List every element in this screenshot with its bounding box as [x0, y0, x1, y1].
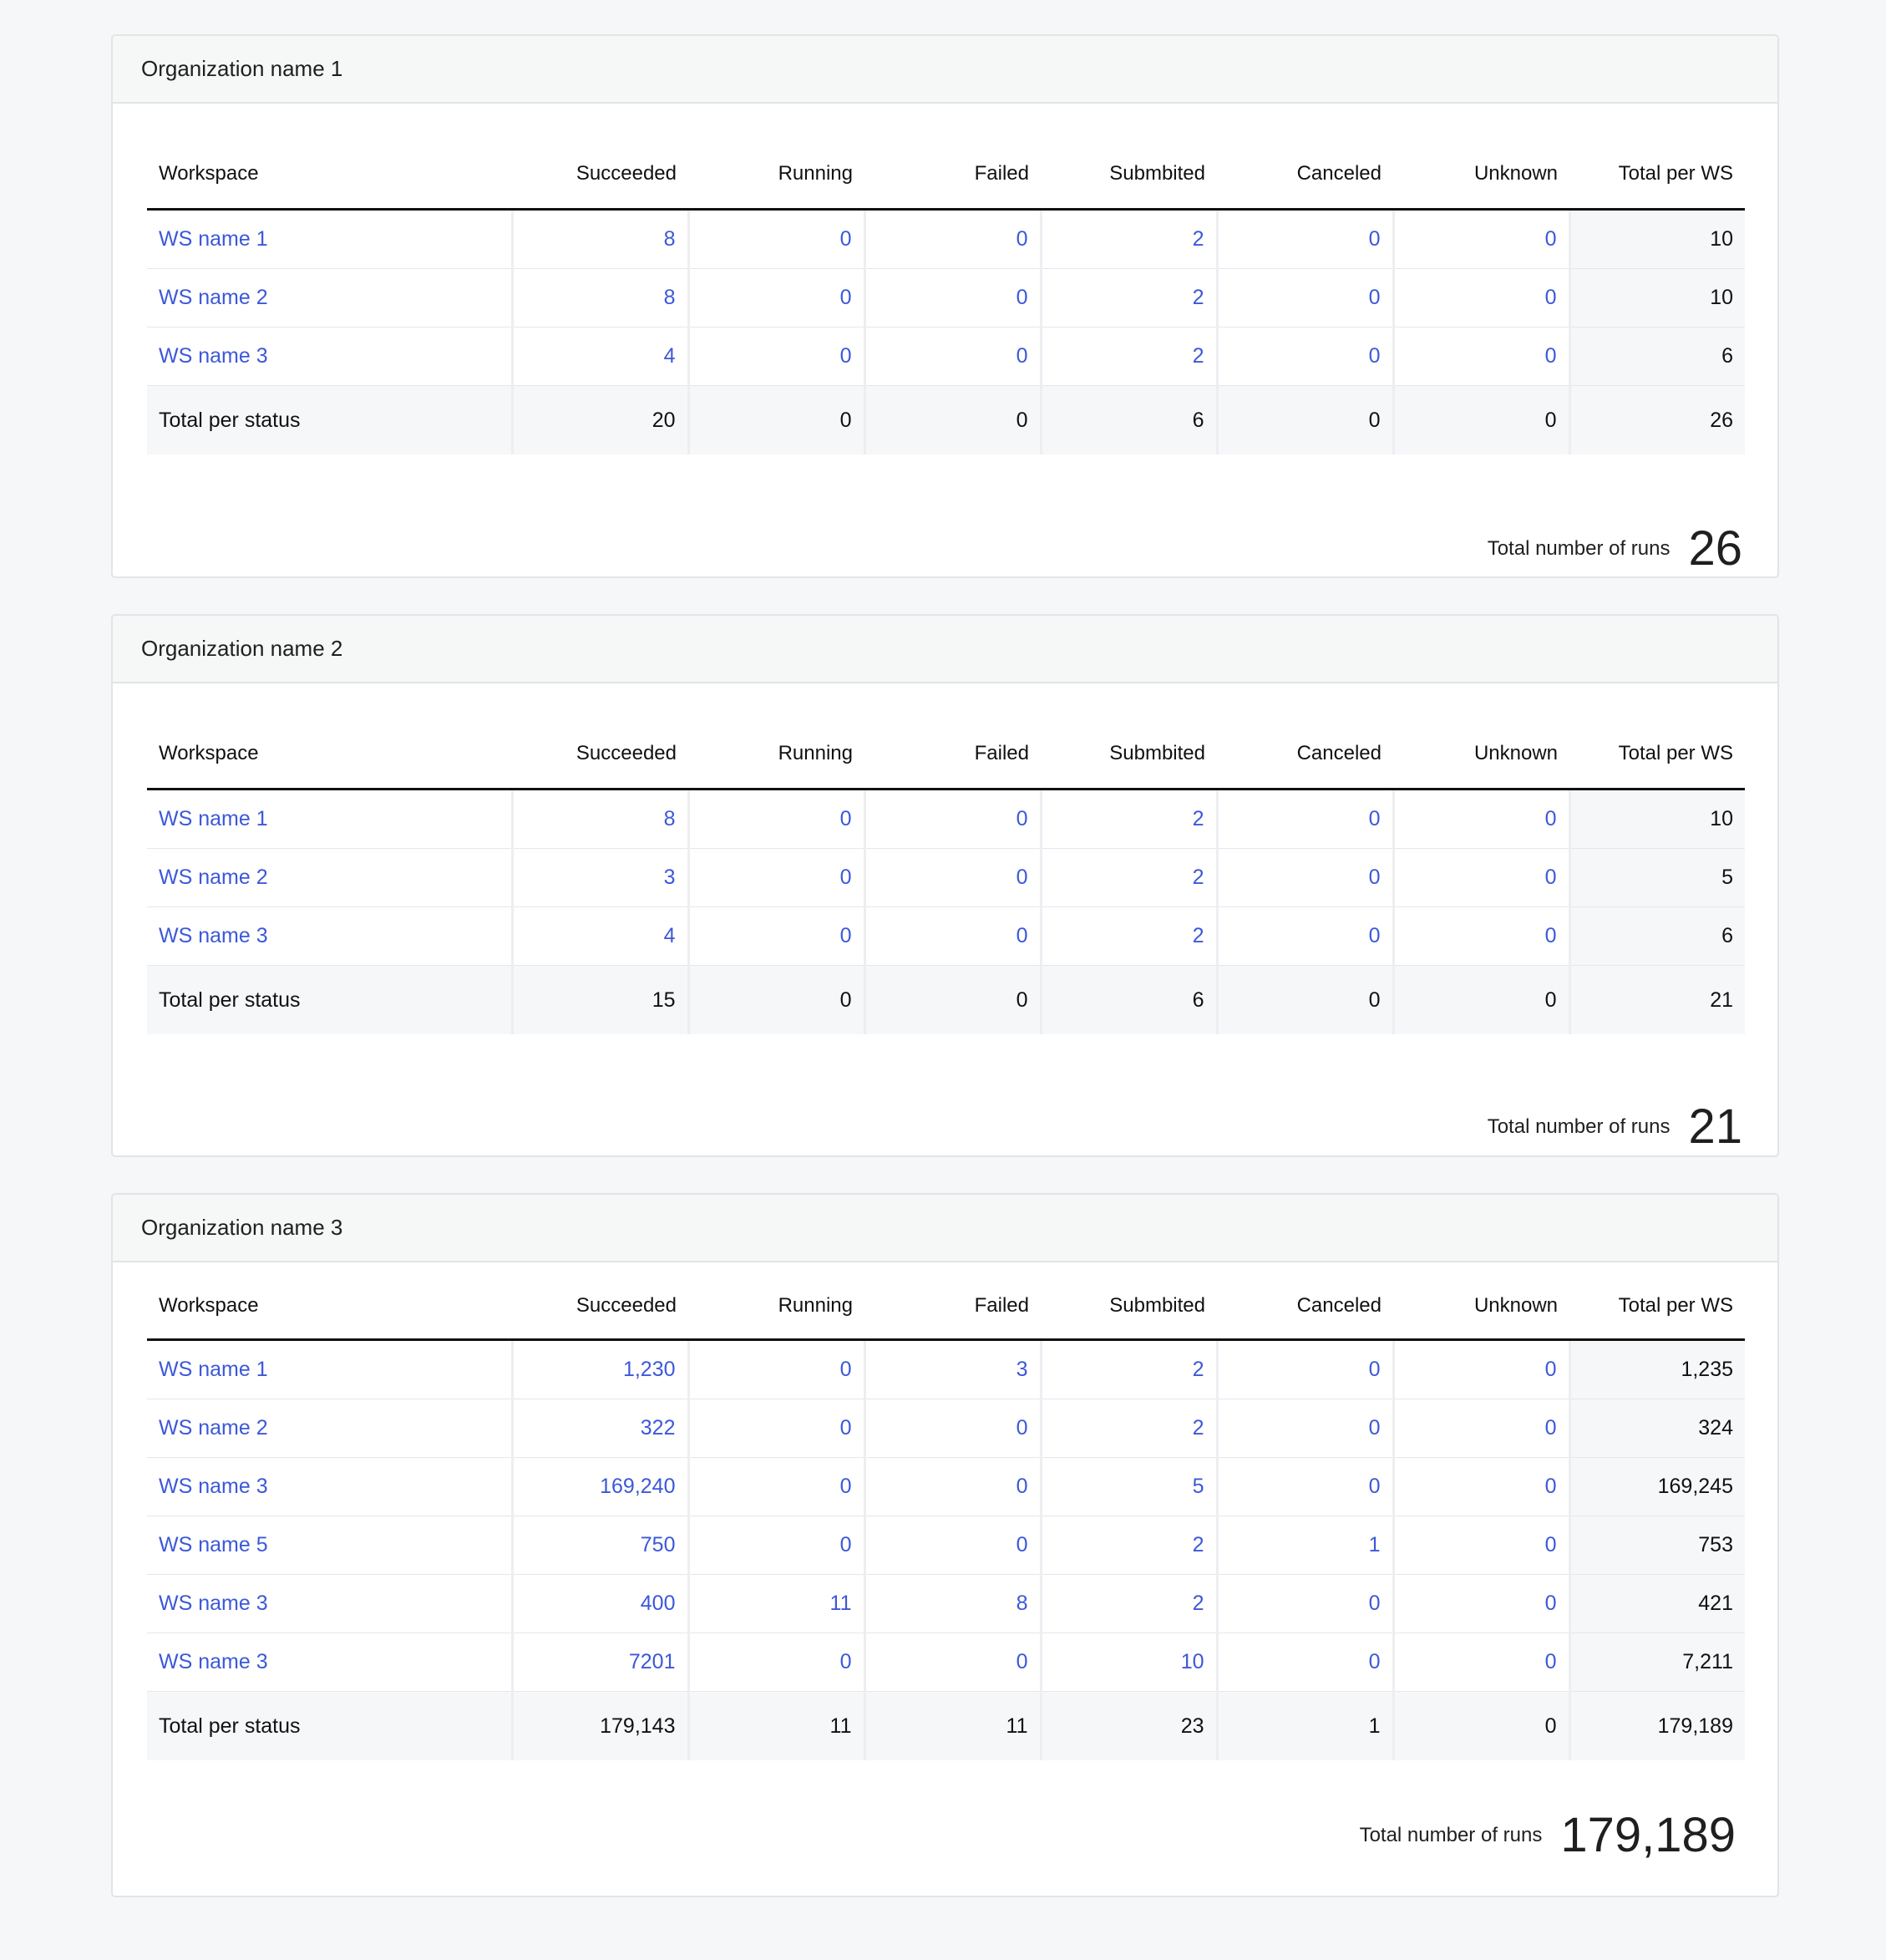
col-header-workspace[interactable]: Workspace: [147, 719, 512, 790]
workspace-link[interactable]: WS name 1: [147, 210, 512, 269]
failed-count[interactable]: 0: [864, 790, 1041, 849]
col-header-canceled[interactable]: Canceled: [1217, 719, 1393, 790]
running-count[interactable]: 0: [688, 210, 864, 269]
table-header-row: [147, 719, 1745, 790]
total-runs: [1488, 520, 1742, 576]
total-canceled: 1: [1217, 1692, 1393, 1761]
col-header-failed[interactable]: Failed: [864, 1273, 1041, 1340]
submitted-count[interactable]: 2: [1041, 907, 1217, 966]
table-row: [147, 1575, 1745, 1633]
org-table-3: [147, 1273, 1745, 1760]
succeeded-count[interactable]: 400: [512, 1575, 688, 1633]
totals-label: Total per status: [147, 966, 512, 1035]
col-header-succeeded[interactable]: Succeeded: [512, 719, 688, 790]
unknown-count[interactable]: 0: [1393, 849, 1569, 907]
unknown-count[interactable]: 0: [1393, 1633, 1569, 1692]
running-count[interactable]: 0: [688, 1516, 864, 1575]
canceled-count[interactable]: 0: [1217, 1458, 1393, 1516]
total-per-ws: 753: [1569, 1516, 1745, 1575]
table-header-row: [147, 1273, 1745, 1340]
workspace-link[interactable]: WS name 3: [147, 328, 512, 386]
col-header-workspace[interactable]: Workspace: [147, 140, 512, 210]
unknown-count[interactable]: 0: [1393, 210, 1569, 269]
total-canceled: 0: [1217, 386, 1393, 455]
unknown-count[interactable]: 0: [1393, 1575, 1569, 1633]
running-count[interactable]: 0: [688, 328, 864, 386]
org-card-1: [111, 34, 1779, 578]
total-per-ws: 324: [1569, 1399, 1745, 1458]
submitted-count[interactable]: 2: [1041, 790, 1217, 849]
running-count[interactable]: 0: [688, 1458, 864, 1516]
total-canceled: 0: [1217, 966, 1393, 1035]
failed-count[interactable]: 0: [864, 210, 1041, 269]
table-row: [147, 907, 1745, 966]
submitted-count[interactable]: 2: [1041, 210, 1217, 269]
submitted-count[interactable]: 2: [1041, 269, 1217, 328]
table-row: [147, 1399, 1745, 1458]
grand-total: 21: [1569, 966, 1745, 1035]
total-failed: 0: [864, 386, 1041, 455]
total-runs-label: Total number of runs: [1487, 1115, 1671, 1138]
failed-count[interactable]: 0: [864, 907, 1041, 966]
grand-total: 26: [1569, 386, 1745, 455]
total-per-ws: 1,235: [1569, 1340, 1745, 1399]
workspace-link[interactable]: WS name 2: [147, 849, 512, 907]
canceled-count[interactable]: 0: [1217, 328, 1393, 386]
submitted-count[interactable]: 10: [1041, 1633, 1217, 1692]
succeeded-count[interactable]: 4: [512, 328, 688, 386]
total-runs: [1360, 1807, 1736, 1863]
running-count[interactable]: 0: [688, 269, 864, 328]
succeeded-count[interactable]: 322: [512, 1399, 688, 1458]
total-runs-value: 179,189: [1560, 1808, 1736, 1862]
total-unknown: 0: [1393, 966, 1569, 1035]
running-count[interactable]: 11: [688, 1575, 864, 1633]
total-per-ws: 5: [1569, 849, 1745, 907]
canceled-count[interactable]: 0: [1217, 1399, 1393, 1458]
running-count[interactable]: 0: [688, 849, 864, 907]
total-submitted: 23: [1041, 1692, 1217, 1761]
unknown-count[interactable]: 0: [1393, 790, 1569, 849]
col-header-unknown[interactable]: Unknown: [1393, 719, 1569, 790]
total-running: 0: [688, 386, 864, 455]
succeeded-count[interactable]: 8: [512, 269, 688, 328]
workspace-link[interactable]: WS name 1: [147, 790, 512, 849]
total-per-ws: 421: [1569, 1575, 1745, 1633]
total-per-ws: 10: [1569, 269, 1745, 328]
failed-count[interactable]: 0: [864, 269, 1041, 328]
table-row: [147, 1340, 1745, 1399]
canceled-count[interactable]: 0: [1217, 269, 1393, 328]
total-per-ws: 10: [1569, 210, 1745, 269]
col-header-running[interactable]: Running: [688, 140, 864, 210]
total-runs: [1488, 1099, 1742, 1155]
canceled-count[interactable]: 1: [1217, 1516, 1393, 1575]
total-running: 11: [688, 1692, 864, 1761]
workspace-link[interactable]: WS name 1: [147, 1340, 512, 1399]
running-count[interactable]: 0: [688, 1633, 864, 1692]
org-table-1: [147, 140, 1745, 454]
totals-label: Total per status: [147, 1692, 512, 1761]
canceled-count[interactable]: 0: [1217, 790, 1393, 849]
org-title-3: Organization name 3: [113, 1195, 1777, 1262]
submitted-count[interactable]: 2: [1041, 1340, 1217, 1399]
table-row: [147, 269, 1745, 328]
canceled-count[interactable]: 0: [1217, 1575, 1393, 1633]
col-header-succeeded[interactable]: Succeeded: [512, 1273, 688, 1340]
failed-count[interactable]: 0: [864, 849, 1041, 907]
workspace-link[interactable]: WS name 2: [147, 269, 512, 328]
succeeded-count[interactable]: 8: [512, 210, 688, 269]
col-header-canceled[interactable]: Canceled: [1217, 1273, 1393, 1340]
unknown-count[interactable]: 0: [1393, 1516, 1569, 1575]
canceled-count[interactable]: 0: [1217, 849, 1393, 907]
col-header-submitted[interactable]: Submbited: [1041, 1273, 1217, 1340]
submitted-count[interactable]: 2: [1041, 1399, 1217, 1458]
total-runs-label: Total number of runs: [1487, 536, 1671, 560]
org-title-2: Organization name 2: [113, 616, 1777, 683]
col-header-submitted[interactable]: Submbited: [1041, 140, 1217, 210]
org-card-3: [111, 1193, 1779, 1897]
workspace-link[interactable]: WS name 3: [147, 1633, 512, 1692]
col-header-succeeded[interactable]: Succeeded: [512, 140, 688, 210]
total-failed: 11: [864, 1692, 1041, 1761]
total-submitted: 6: [1041, 966, 1217, 1035]
table-row: [147, 210, 1745, 269]
unknown-count[interactable]: 0: [1393, 1340, 1569, 1399]
succeeded-count[interactable]: 750: [512, 1516, 688, 1575]
total-succeeded: 15: [512, 966, 688, 1035]
totals-row: [147, 386, 1745, 455]
running-count[interactable]: 0: [688, 1340, 864, 1399]
running-count[interactable]: 0: [688, 1399, 864, 1458]
succeeded-count[interactable]: 4: [512, 907, 688, 966]
canceled-count[interactable]: 0: [1217, 210, 1393, 269]
totals-row: [147, 966, 1745, 1035]
unknown-count[interactable]: 0: [1393, 1399, 1569, 1458]
col-header-total-per-ws[interactable]: Total per WS: [1569, 1273, 1745, 1340]
col-header-total-per-ws[interactable]: Total per WS: [1569, 719, 1745, 790]
failed-count[interactable]: 0: [864, 328, 1041, 386]
running-count[interactable]: 0: [688, 907, 864, 966]
succeeded-count[interactable]: 8: [512, 790, 688, 849]
table-row: [147, 1458, 1745, 1516]
total-submitted: 6: [1041, 386, 1217, 455]
total-runs-value: 21: [1688, 1099, 1742, 1154]
col-header-total-per-ws[interactable]: Total per WS: [1569, 140, 1745, 210]
total-per-ws: 169,245: [1569, 1458, 1745, 1516]
succeeded-count[interactable]: 169,240: [512, 1458, 688, 1516]
running-count[interactable]: 0: [688, 790, 864, 849]
total-failed: 0: [864, 966, 1041, 1035]
table-row: [147, 1633, 1745, 1692]
table-row: [147, 1516, 1745, 1575]
total-runs-value: 26: [1688, 521, 1742, 576]
total-unknown: 0: [1393, 1692, 1569, 1761]
col-header-canceled[interactable]: Canceled: [1217, 140, 1393, 210]
canceled-count[interactable]: 0: [1217, 1633, 1393, 1692]
workspace-link[interactable]: WS name 5: [147, 1516, 512, 1575]
workspace-link[interactable]: WS name 3: [147, 1575, 512, 1633]
succeeded-count[interactable]: 1,230: [512, 1340, 688, 1399]
failed-count[interactable]: 3: [864, 1340, 1041, 1399]
table-row: [147, 849, 1745, 907]
col-header-workspace[interactable]: Workspace: [147, 1273, 512, 1340]
total-per-ws: 7,211: [1569, 1633, 1745, 1692]
col-header-unknown[interactable]: Unknown: [1393, 140, 1569, 210]
failed-count[interactable]: 0: [864, 1399, 1041, 1458]
submitted-count[interactable]: 2: [1041, 849, 1217, 907]
succeeded-count[interactable]: 3: [512, 849, 688, 907]
col-header-submitted[interactable]: Submbited: [1041, 719, 1217, 790]
submitted-count[interactable]: 2: [1041, 1516, 1217, 1575]
total-succeeded: 20: [512, 386, 688, 455]
submitted-count[interactable]: 5: [1041, 1458, 1217, 1516]
unknown-count[interactable]: 0: [1393, 328, 1569, 386]
failed-count[interactable]: 0: [864, 1633, 1041, 1692]
table-row: [147, 790, 1745, 849]
submitted-count[interactable]: 2: [1041, 328, 1217, 386]
org-table-2: [147, 719, 1745, 1034]
workspace-link[interactable]: WS name 2: [147, 1399, 512, 1458]
failed-count[interactable]: 0: [864, 1458, 1041, 1516]
workspace-link[interactable]: WS name 3: [147, 1458, 512, 1516]
unknown-count[interactable]: 0: [1393, 269, 1569, 328]
table-row: [147, 328, 1745, 386]
col-header-running[interactable]: Running: [688, 1273, 864, 1340]
total-per-ws: 6: [1569, 907, 1745, 966]
workspace-link[interactable]: WS name 3: [147, 907, 512, 966]
totals-row: [147, 1692, 1745, 1761]
org-title-1: Organization name 1: [113, 36, 1777, 104]
org-card-2: [111, 614, 1779, 1157]
submitted-count[interactable]: 2: [1041, 1575, 1217, 1633]
total-per-ws: 6: [1569, 328, 1745, 386]
table-header-row: [147, 140, 1745, 210]
canceled-count[interactable]: 0: [1217, 907, 1393, 966]
total-runs-label: Total number of runs: [1359, 1823, 1543, 1846]
failed-count[interactable]: 8: [864, 1575, 1041, 1633]
failed-count[interactable]: 0: [864, 1516, 1041, 1575]
col-header-unknown[interactable]: Unknown: [1393, 1273, 1569, 1340]
succeeded-count[interactable]: 7201: [512, 1633, 688, 1692]
col-header-failed[interactable]: Failed: [864, 719, 1041, 790]
total-succeeded: 179,143: [512, 1692, 688, 1761]
canceled-count[interactable]: 0: [1217, 1340, 1393, 1399]
grand-total: 179,189: [1569, 1692, 1745, 1761]
unknown-count[interactable]: 0: [1393, 1458, 1569, 1516]
unknown-count[interactable]: 0: [1393, 907, 1569, 966]
col-header-running[interactable]: Running: [688, 719, 864, 790]
col-header-failed[interactable]: Failed: [864, 140, 1041, 210]
totals-label: Total per status: [147, 386, 512, 455]
total-unknown: 0: [1393, 386, 1569, 455]
total-running: 0: [688, 966, 864, 1035]
total-per-ws: 10: [1569, 790, 1745, 849]
